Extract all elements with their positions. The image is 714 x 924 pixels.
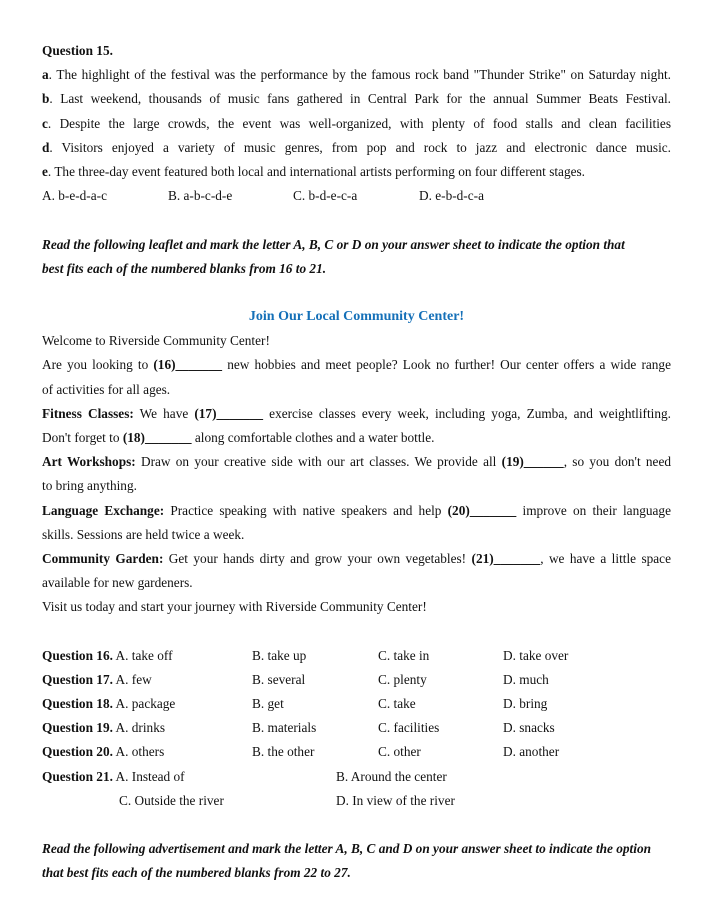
sentence-letter: c xyxy=(42,115,48,131)
leaflet-fitness-cont xyxy=(42,426,671,450)
question-label: Question 21. xyxy=(42,768,113,784)
leaflet-title: Join Our Local Community Center! xyxy=(248,309,465,325)
question-option-c[interactable]: C. take in xyxy=(378,647,430,663)
sentence-e xyxy=(42,160,671,184)
spacer xyxy=(42,813,671,837)
sentence-text: . The highlight of the festival was the performance by the famous rock band "Thunder Strike" on Saturday night. xyxy=(48,67,671,83)
question-option-d[interactable]: D. bring xyxy=(503,696,548,712)
option-b[interactable]: B. a-b-c-d-e xyxy=(168,188,233,204)
question-15-options xyxy=(42,184,671,208)
question-option-a[interactable] xyxy=(42,644,173,668)
instruction-line: Read the following leaflet and mark the letter A, B, C or D on your answer sheet to indicate the option that xyxy=(42,236,625,252)
question-label: Question 18. xyxy=(42,696,113,712)
leaflet-paragraph-intro-cont: of activities for all ages. xyxy=(42,381,171,397)
instruction-line: best fits each of the numbered blanks from 16 to 21. xyxy=(42,260,327,276)
section-label: Fitness Classes: xyxy=(42,405,134,421)
option-d[interactable]: D. e-b-d-c-a xyxy=(419,188,484,204)
option-a[interactable]: A. b-e-d-a-c xyxy=(42,188,107,204)
text: Don't forget to xyxy=(42,430,123,445)
blank-18: (18)_______ xyxy=(122,430,192,445)
question-label: Question 17. xyxy=(42,671,113,687)
blank-21: (21)_______ xyxy=(471,550,541,566)
question-option-c[interactable]: C. facilities xyxy=(378,720,440,736)
text: new hobbies and meet people? Look no further! Our center offers a wide range xyxy=(222,357,671,373)
question-option-c[interactable]: C. other xyxy=(378,744,421,760)
blank-16: (16)_______ xyxy=(153,357,223,373)
option-text: A. others xyxy=(115,744,165,760)
question-option-d[interactable]: D. take over xyxy=(503,647,569,663)
spacer xyxy=(42,281,671,305)
sentence-text: . The three-day event featured both local and international artists performing on four different stages. xyxy=(47,163,586,179)
question-option-d[interactable]: D. another xyxy=(503,744,560,760)
leaflet-art-cont: to bring anything. xyxy=(42,478,137,494)
question-option-b[interactable]: B. several xyxy=(252,671,306,687)
question-option-c[interactable]: C. plenty xyxy=(378,671,427,687)
text: We have xyxy=(133,405,195,421)
sentence-text: . Despite the large crowds, the event was well-organized, with plenty of food stalls and clean facilities xyxy=(47,115,671,131)
leaflet-paragraph-intro xyxy=(42,353,671,377)
question-option-a[interactable] xyxy=(42,716,165,740)
sentence-letter: d xyxy=(42,139,50,155)
leaflet-garden-cont: available for new gardeners. xyxy=(42,575,193,591)
sentence-text: . Last weekend, thousands of music fans gathered in Central Park for the annual Summer Beats Festival. xyxy=(49,91,671,107)
blank-19: (19)______ xyxy=(501,454,564,470)
sentence-d xyxy=(42,136,671,160)
question-21-row2 xyxy=(42,789,671,813)
text: , so you don't need xyxy=(563,454,672,470)
question-15-heading: Question 15. xyxy=(42,43,113,58)
question-16 xyxy=(42,644,671,668)
sentence-letter: e xyxy=(42,163,48,179)
question-option-b[interactable]: B. take up xyxy=(252,647,307,663)
instruction-line: that best fits each of the numbered blanks from 22 to 27. xyxy=(42,865,351,881)
option-c[interactable]: C. b-d-e-c-a xyxy=(293,188,358,204)
text: Are you looking to xyxy=(42,357,154,373)
leaflet-language xyxy=(42,499,671,523)
question-option-b[interactable]: B. get xyxy=(252,696,284,712)
question-option-a[interactable] xyxy=(42,692,175,716)
spacer xyxy=(42,620,671,644)
question-option-d[interactable]: D. snacks xyxy=(503,720,555,736)
option-text: A. few xyxy=(115,671,152,687)
blank-20: (20)_______ xyxy=(447,502,517,518)
question-20 xyxy=(42,740,671,764)
question-option-d[interactable]: D. In view of the river xyxy=(336,792,455,808)
option-text: A. package xyxy=(115,696,176,712)
option-text: A. Instead of xyxy=(115,768,185,784)
leaflet-language-cont: skills. Sessions are held twice a week. xyxy=(42,526,245,542)
sentence-a xyxy=(42,63,671,87)
question-option-b[interactable]: B. materials xyxy=(252,720,317,736)
leaflet-welcome: Welcome to Riverside Community Center! xyxy=(42,333,270,349)
question-option-b[interactable]: B. Around the center xyxy=(336,768,447,784)
question-19 xyxy=(42,716,671,740)
question-label: Question 19. xyxy=(42,720,113,736)
sentence-b xyxy=(42,87,671,111)
sentence-letter: a xyxy=(42,67,49,83)
leaflet-fitness xyxy=(42,402,671,426)
section-label: Art Workshops: xyxy=(42,454,136,470)
question-17 xyxy=(42,668,671,692)
question-option-a[interactable] xyxy=(42,668,152,692)
sentence-c xyxy=(42,112,671,136)
text: Get your hands dirty and grow your own vegetables! xyxy=(163,550,472,566)
question-option-c[interactable]: C. Outside the river xyxy=(119,792,224,808)
exam-page xyxy=(42,39,671,886)
question-option-a[interactable] xyxy=(42,740,164,764)
sentence-text: . Visitors enjoyed a variety of music genres, from pop and rock to jazz and electronic dance music. xyxy=(49,139,671,155)
spacer xyxy=(42,208,671,232)
question-option-a[interactable] xyxy=(42,765,185,789)
text: exercise classes every week, including yoga, Zumba, and weightlifting. xyxy=(263,405,671,421)
question-label: Question 16. xyxy=(42,647,113,663)
leaflet-garden xyxy=(42,547,671,571)
question-option-b[interactable]: B. the other xyxy=(252,744,315,760)
question-option-d[interactable]: D. much xyxy=(503,671,549,687)
question-option-c[interactable]: C. take xyxy=(378,696,416,712)
option-text: A. take off xyxy=(115,647,173,663)
sentence-letter: b xyxy=(42,91,50,107)
leaflet-art xyxy=(42,450,671,474)
blank-17: (17)_______ xyxy=(194,405,264,421)
question-18 xyxy=(42,692,671,716)
text: Practice speaking with native speakers and help xyxy=(164,502,448,518)
question-21 xyxy=(42,765,671,789)
instruction-line: Read the following advertisement and mark the letter A, B, C and D on your answer sheet to indicate the option xyxy=(42,841,651,857)
leaflet-closing: Visit us today and start your journey with Riverside Community Center! xyxy=(42,599,427,615)
text: along comfortable clothes and a water bottle. xyxy=(191,430,435,445)
question-label: Question 20. xyxy=(42,744,113,760)
text: improve on their language xyxy=(516,502,671,518)
section-label: Language Exchange: xyxy=(42,502,165,518)
text: , we have a little space xyxy=(540,550,671,566)
option-text: A. drinks xyxy=(115,720,166,736)
section-label: Community Garden: xyxy=(42,550,164,566)
text: Draw on your creative side with our art classes. We provide all xyxy=(135,454,502,470)
